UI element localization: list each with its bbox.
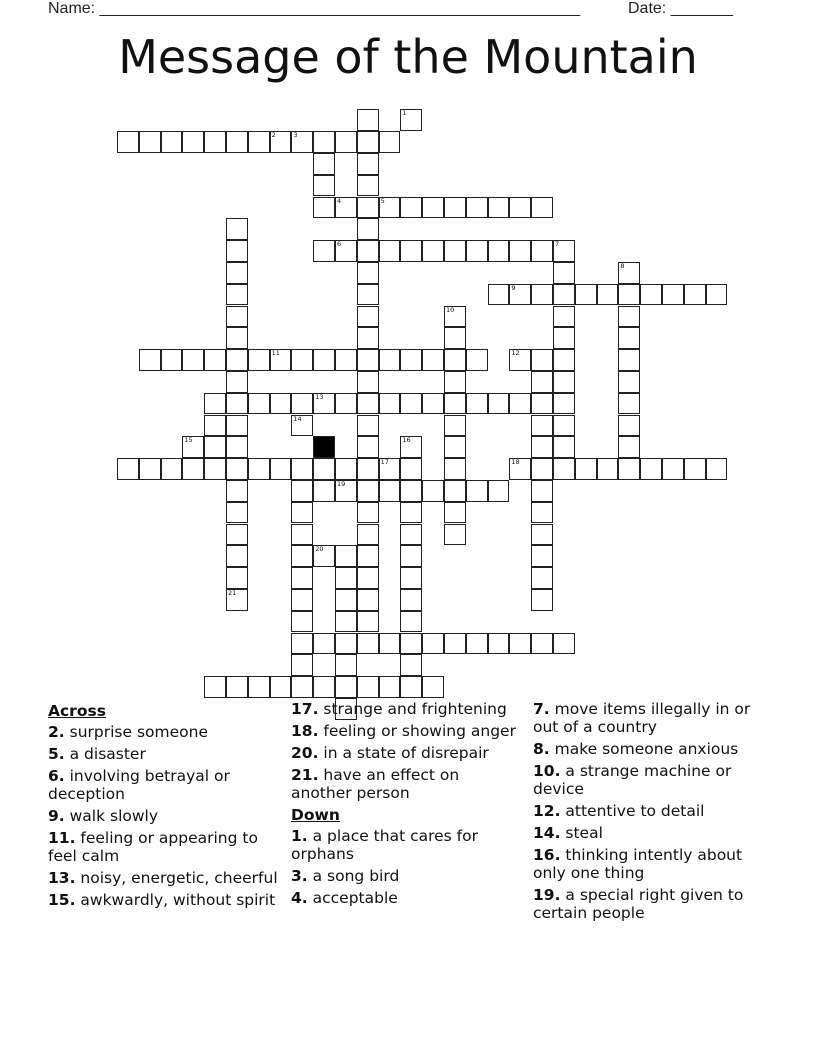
- clue-number: 17: [380, 458, 389, 467]
- crossword-cell[interactable]: [466, 480, 488, 502]
- crossword-cell[interactable]: [357, 109, 379, 131]
- crossword-cell[interactable]: [444, 197, 466, 219]
- crossword-cell[interactable]: [444, 458, 466, 480]
- crossword-cell[interactable]: [422, 197, 444, 219]
- crossword-cell[interactable]: [400, 393, 422, 415]
- down-clue: 14. steal: [533, 824, 603, 842]
- crossword-cell[interactable]: [357, 240, 379, 262]
- crossword-cell[interactable]: [706, 284, 728, 306]
- crossword-cell[interactable]: [204, 436, 226, 458]
- crossword-cell[interactable]: [226, 218, 248, 240]
- crossword-cell[interactable]: [618, 306, 640, 328]
- crossword-cell[interactable]: [357, 567, 379, 589]
- crossword-cell[interactable]: [553, 327, 575, 349]
- down-clue: 16. thinking intently about only one thing: [533, 846, 743, 882]
- crossword-cell[interactable]: [662, 284, 684, 306]
- crossword-cell[interactable]: [531, 633, 553, 655]
- crossword-cell[interactable]: [509, 349, 531, 371]
- down-clue: 3. a song bird: [291, 867, 400, 885]
- clue-number: 20: [315, 545, 324, 554]
- crossword-cell[interactable]: [357, 218, 379, 240]
- down-clue: 1. a place that cares for orphans: [291, 827, 478, 863]
- crossword-cell[interactable]: [335, 240, 357, 262]
- crossword-cell[interactable]: [204, 393, 226, 415]
- crossword-cell[interactable]: [531, 502, 553, 524]
- crossword-cell[interactable]: [422, 393, 444, 415]
- crossword-cell[interactable]: [182, 131, 204, 153]
- crossword-cell[interactable]: [117, 131, 139, 153]
- crossword-cell[interactable]: [400, 480, 422, 502]
- crossword-cell[interactable]: [248, 393, 270, 415]
- crossword-cell[interactable]: [379, 633, 401, 655]
- page-title: Message of the Mountain: [118, 30, 698, 84]
- crossword-cell[interactable]: [597, 458, 619, 480]
- crossword-cell[interactable]: [182, 349, 204, 371]
- crossword-cell[interactable]: [335, 567, 357, 589]
- crossword-cell[interactable]: [400, 458, 422, 480]
- crossword-cell[interactable]: [313, 480, 335, 502]
- clue-number: 16: [402, 436, 411, 445]
- crossword-cell[interactable]: [270, 349, 292, 371]
- crossword-cell[interactable]: [618, 393, 640, 415]
- crossword-cell[interactable]: [400, 349, 422, 371]
- crossword-cell[interactable]: [379, 676, 401, 698]
- crossword-cell[interactable]: [553, 436, 575, 458]
- crossword-cell[interactable]: [444, 327, 466, 349]
- down-clue: 19. a special right given to certain people: [533, 886, 744, 922]
- crossword-cell[interactable]: [531, 371, 553, 393]
- crossword-cell[interactable]: [139, 458, 161, 480]
- crossword-cell[interactable]: [204, 349, 226, 371]
- crossword-cell[interactable]: [488, 480, 510, 502]
- crossword-cell[interactable]: [226, 545, 248, 567]
- crossword-cell[interactable]: [226, 502, 248, 524]
- crossword-cell[interactable]: [531, 524, 553, 546]
- clue-number: 8: [620, 261, 625, 270]
- crossword-cell[interactable]: [466, 197, 488, 219]
- crossword-cell[interactable]: [400, 633, 422, 655]
- crossword-cell[interactable]: [291, 654, 313, 676]
- across-clue: 20. in a state of disrepair: [291, 744, 489, 762]
- crossword-cell[interactable]: [509, 197, 531, 219]
- crossword-cell[interactable]: [379, 197, 401, 219]
- crossword-cell[interactable]: [400, 524, 422, 546]
- crossword-cell[interactable]: [226, 480, 248, 502]
- crossword-cell[interactable]: [531, 480, 553, 502]
- clue-number: 13: [315, 392, 324, 401]
- crossword-cell[interactable]: [553, 458, 575, 480]
- crossword-cell[interactable]: [335, 654, 357, 676]
- clue-number: 2: [271, 131, 276, 140]
- crossword-cell[interactable]: [509, 633, 531, 655]
- down-clue: 10. a strange machine or device: [533, 762, 732, 798]
- across-clue: 2. surprise someone: [48, 723, 208, 741]
- crossword-cell[interactable]: [422, 349, 444, 371]
- crossword-cell[interactable]: [226, 676, 248, 698]
- crossword-cell[interactable]: [161, 131, 183, 153]
- crossword-cell[interactable]: [335, 131, 357, 153]
- crossword-cell[interactable]: [226, 415, 248, 437]
- crossword-cell[interactable]: [422, 676, 444, 698]
- crossword-cell[interactable]: [444, 502, 466, 524]
- clues-column-1: [48, 700, 280, 913]
- crossword-cell[interactable]: [400, 589, 422, 611]
- crossword-cell[interactable]: [618, 371, 640, 393]
- crossword-cell[interactable]: [313, 545, 335, 567]
- crossword-cell[interactable]: [357, 349, 379, 371]
- crossword-cell[interactable]: [357, 589, 379, 611]
- crossword-cell[interactable]: [313, 197, 335, 219]
- crossword-cell[interactable]: [597, 284, 619, 306]
- crossword-cell[interactable]: [466, 393, 488, 415]
- crossword-cell[interactable]: [204, 415, 226, 437]
- crossword-cell[interactable]: [204, 676, 226, 698]
- down-clue: 8. make someone anxious: [533, 740, 739, 758]
- crossword-cell[interactable]: [204, 131, 226, 153]
- crossword-cell[interactable]: [488, 240, 510, 262]
- down-clue: 12. attentive to detail: [533, 802, 705, 820]
- crossword-cell[interactable]: [357, 415, 379, 437]
- crossword-cell[interactable]: [531, 393, 553, 415]
- crossword-cell[interactable]: [313, 349, 335, 371]
- clue-number: 14: [293, 414, 302, 423]
- crossword-cell[interactable]: [509, 240, 531, 262]
- crossword-cell[interactable]: [357, 436, 379, 458]
- crossword-cell[interactable]: [313, 175, 335, 197]
- across-clue: 21. have an effect on another person: [291, 766, 460, 802]
- crossword-cell[interactable]: [662, 458, 684, 480]
- crossword-cell[interactable]: [400, 545, 422, 567]
- crossword-cell[interactable]: [291, 393, 313, 415]
- crossword-cell[interactable]: [444, 633, 466, 655]
- crossword-cell[interactable]: [139, 131, 161, 153]
- crossword-cell[interactable]: [531, 349, 553, 371]
- down-clue: 7. move items illegally in or out of a country: [533, 700, 751, 736]
- crossword-cell[interactable]: [444, 306, 466, 328]
- clue-number: 5: [380, 196, 385, 205]
- crossword-cell[interactable]: [248, 349, 270, 371]
- crossword-cell[interactable]: [226, 306, 248, 328]
- crossword-cell[interactable]: [357, 327, 379, 349]
- crossword-cell[interactable]: [226, 567, 248, 589]
- crossword-cell[interactable]: [248, 458, 270, 480]
- crossword-cell[interactable]: [618, 436, 640, 458]
- crossword-cell[interactable]: [444, 240, 466, 262]
- crossword-cell[interactable]: [706, 458, 728, 480]
- crossword-cell[interactable]: [335, 633, 357, 655]
- crossword-cell[interactable]: [291, 567, 313, 589]
- crossword-cell[interactable]: [531, 415, 553, 437]
- crossword-cell[interactable]: [444, 436, 466, 458]
- clue-number: 21: [228, 588, 237, 597]
- crossword-cell[interactable]: [575, 458, 597, 480]
- crossword-cell[interactable]: [400, 676, 422, 698]
- crossword-cell[interactable]: [335, 393, 357, 415]
- crossword-cell[interactable]: [291, 589, 313, 611]
- crossword-cell[interactable]: [335, 589, 357, 611]
- crossword-cell[interactable]: [400, 567, 422, 589]
- crossword-cell[interactable]: [248, 676, 270, 698]
- crossword-cell[interactable]: [313, 131, 335, 153]
- crossword-cell[interactable]: [400, 240, 422, 262]
- crossword-cell[interactable]: [357, 611, 379, 633]
- crossword-cell[interactable]: [379, 458, 401, 480]
- crossword-cell[interactable]: [618, 415, 640, 437]
- crossword-cell[interactable]: [618, 284, 640, 306]
- crossword-cell[interactable]: [553, 284, 575, 306]
- across-clue: 17. strange and frightening: [291, 700, 507, 718]
- crossword-cell[interactable]: [466, 349, 488, 371]
- crossword-cell[interactable]: [509, 284, 531, 306]
- clue-number: 18: [511, 458, 520, 467]
- crossword-cell[interactable]: [335, 480, 357, 502]
- crossword-cell[interactable]: [400, 611, 422, 633]
- crossword-cell[interactable]: [640, 284, 662, 306]
- crossword-cell[interactable]: [618, 458, 640, 480]
- crossword-cell[interactable]: [553, 240, 575, 262]
- crossword-cell[interactable]: [291, 611, 313, 633]
- crossword-cell[interactable]: [226, 436, 248, 458]
- crossword-cell[interactable]: [291, 545, 313, 567]
- crossword-cell[interactable]: [422, 240, 444, 262]
- crossword-cell[interactable]: [444, 480, 466, 502]
- crossword-cell[interactable]: [553, 306, 575, 328]
- crossword-cell[interactable]: [270, 393, 292, 415]
- crossword-cell[interactable]: [357, 262, 379, 284]
- crossword-cell[interactable]: [575, 284, 597, 306]
- crossword-cell[interactable]: [313, 153, 335, 175]
- crossword-cell[interactable]: [684, 284, 706, 306]
- crossword-cell[interactable]: [422, 480, 444, 502]
- crossword-cell[interactable]: [291, 458, 313, 480]
- across-clue: 18. feeling or showing anger: [291, 722, 516, 740]
- crossword-cell[interactable]: [488, 393, 510, 415]
- crossword-cell[interactable]: [335, 676, 357, 698]
- crossword-cell[interactable]: [313, 676, 335, 698]
- clue-number: 12: [511, 349, 520, 358]
- crossword-cell[interactable]: [379, 349, 401, 371]
- crossword-cell[interactable]: [531, 240, 553, 262]
- crossword-cell[interactable]: [379, 393, 401, 415]
- crossword-cell[interactable]: [400, 436, 422, 458]
- crossword-cell[interactable]: [182, 458, 204, 480]
- clue-number: 11: [271, 349, 280, 358]
- crossword-cell[interactable]: [291, 676, 313, 698]
- crossword-cell[interactable]: [291, 524, 313, 546]
- crossword-cell[interactable]: [226, 262, 248, 284]
- crossword-cell[interactable]: [488, 633, 510, 655]
- crossword-cell[interactable]: [291, 131, 313, 153]
- crossword-cell[interactable]: [531, 589, 553, 611]
- crossword-cell[interactable]: [357, 480, 379, 502]
- crossword-cell[interactable]: [357, 197, 379, 219]
- crossword-cell[interactable]: [488, 197, 510, 219]
- crossword-cell[interactable]: [357, 306, 379, 328]
- crossword-cell[interactable]: [531, 436, 553, 458]
- crossword-cell[interactable]: [357, 371, 379, 393]
- crossword-cell[interactable]: [291, 480, 313, 502]
- clues-column-2: [291, 700, 523, 911]
- crossword-cell[interactable]: [335, 197, 357, 219]
- crossword-black-cell: [313, 436, 335, 458]
- crossword-cell[interactable]: [161, 458, 183, 480]
- date-field-label: Date: _______: [628, 0, 733, 17]
- crossword-cell[interactable]: [640, 458, 662, 480]
- across-clue: 15. awkwardly, without spirit: [48, 891, 276, 909]
- crossword-cell[interactable]: [335, 458, 357, 480]
- crossword-cell[interactable]: [531, 567, 553, 589]
- crossword-cell[interactable]: [444, 415, 466, 437]
- crossword-cell[interactable]: [488, 284, 510, 306]
- crossword-cell[interactable]: [357, 545, 379, 567]
- crossword-cell[interactable]: [531, 545, 553, 567]
- across-clue: 11. feeling or appearing to feel calm: [48, 829, 258, 865]
- crossword-cell[interactable]: [531, 284, 553, 306]
- crossword-cell[interactable]: [618, 327, 640, 349]
- clue-number: 6: [337, 240, 342, 249]
- crossword-cell[interactable]: [553, 415, 575, 437]
- down-clue: 4. acceptable: [291, 889, 398, 907]
- crossword-cell[interactable]: [553, 371, 575, 393]
- crossword-cell[interactable]: [400, 502, 422, 524]
- crossword-cell[interactable]: [531, 458, 553, 480]
- crossword-cell[interactable]: [357, 502, 379, 524]
- crossword-cell[interactable]: [226, 131, 248, 153]
- crossword-cell[interactable]: [400, 197, 422, 219]
- crossword-cell[interactable]: [357, 458, 379, 480]
- crossword-cell[interactable]: [226, 349, 248, 371]
- crossword-cell[interactable]: [509, 393, 531, 415]
- clue-number: 3: [293, 131, 298, 140]
- crossword-cell[interactable]: [204, 458, 226, 480]
- crossword-cell[interactable]: [618, 262, 640, 284]
- crossword-cell[interactable]: [335, 611, 357, 633]
- name-field-label: Name: ______________________________________________________: [48, 0, 581, 17]
- crossword-cell[interactable]: [444, 393, 466, 415]
- crossword-cell[interactable]: [226, 284, 248, 306]
- crossword-cell[interactable]: [226, 524, 248, 546]
- crossword-cell[interactable]: [553, 262, 575, 284]
- crossword-cell[interactable]: [379, 480, 401, 502]
- clues-column-3: [533, 700, 773, 926]
- crossword-cell[interactable]: [226, 371, 248, 393]
- crossword-cell[interactable]: [357, 524, 379, 546]
- clue-number: 15: [184, 436, 193, 445]
- crossword-cell[interactable]: [444, 524, 466, 546]
- crossword-cell[interactable]: [313, 240, 335, 262]
- crossword-cell[interactable]: [117, 458, 139, 480]
- crossword-cell[interactable]: [270, 458, 292, 480]
- crossword-cell[interactable]: [248, 131, 270, 153]
- crossword-cell[interactable]: [422, 633, 444, 655]
- crossword-cell[interactable]: [161, 349, 183, 371]
- across-heading: Across: [48, 702, 106, 720]
- across-clue: 5. a disaster: [48, 745, 146, 763]
- clue-number: 19: [337, 479, 346, 488]
- across-clue: 6. involving betrayal or deception: [48, 767, 230, 803]
- crossword-cell[interactable]: [357, 153, 379, 175]
- crossword-cell[interactable]: [357, 393, 379, 415]
- crossword-cell[interactable]: [291, 349, 313, 371]
- crossword-cell[interactable]: [553, 349, 575, 371]
- crossword-cell[interactable]: [226, 327, 248, 349]
- crossword-cell[interactable]: [379, 131, 401, 153]
- crossword-cell[interactable]: [509, 458, 531, 480]
- clue-number: 10: [446, 305, 455, 314]
- clue-number: 9: [511, 283, 516, 292]
- crossword-cell[interactable]: [139, 349, 161, 371]
- crossword-cell[interactable]: [182, 436, 204, 458]
- crossword-cell[interactable]: [357, 676, 379, 698]
- crossword-cell[interactable]: [226, 393, 248, 415]
- clue-number: 4: [337, 196, 342, 205]
- crossword-cell[interactable]: [313, 633, 335, 655]
- crossword-cell[interactable]: [466, 633, 488, 655]
- clue-number: 7: [555, 240, 560, 249]
- crossword-cell[interactable]: [444, 371, 466, 393]
- crossword-cell[interactable]: [618, 349, 640, 371]
- crossword-cell[interactable]: [313, 393, 335, 415]
- crossword-cell[interactable]: [270, 131, 292, 153]
- crossword-cell[interactable]: [226, 240, 248, 262]
- crossword-cell[interactable]: [270, 676, 292, 698]
- crossword-cell[interactable]: [553, 393, 575, 415]
- crossword-cell[interactable]: [379, 240, 401, 262]
- crossword-cell[interactable]: [684, 458, 706, 480]
- crossword-cell[interactable]: [313, 458, 335, 480]
- across-clue: 9. walk slowly: [48, 807, 159, 825]
- crossword-cell[interactable]: [335, 545, 357, 567]
- clue-number: 1: [402, 109, 407, 118]
- crossword-cell[interactable]: [553, 633, 575, 655]
- crossword-cell[interactable]: [531, 197, 553, 219]
- crossword-cell[interactable]: [357, 284, 379, 306]
- crossword-cell[interactable]: [226, 589, 248, 611]
- crossword-cell[interactable]: [400, 654, 422, 676]
- crossword-cell[interactable]: [226, 458, 248, 480]
- crossword-cell[interactable]: [444, 349, 466, 371]
- crossword-cell[interactable]: [291, 415, 313, 437]
- crossword-cell[interactable]: [400, 109, 422, 131]
- down-heading: Down: [291, 806, 340, 824]
- across-clue: 13. noisy, energetic, cheerful: [48, 869, 278, 887]
- crossword-cell[interactable]: [357, 131, 379, 153]
- crossword-cell[interactable]: [357, 175, 379, 197]
- crossword-cell[interactable]: [291, 633, 313, 655]
- crossword-cell[interactable]: [357, 633, 379, 655]
- crossword-cell[interactable]: [335, 349, 357, 371]
- crossword-cell[interactable]: [291, 502, 313, 524]
- crossword-cell[interactable]: [466, 240, 488, 262]
